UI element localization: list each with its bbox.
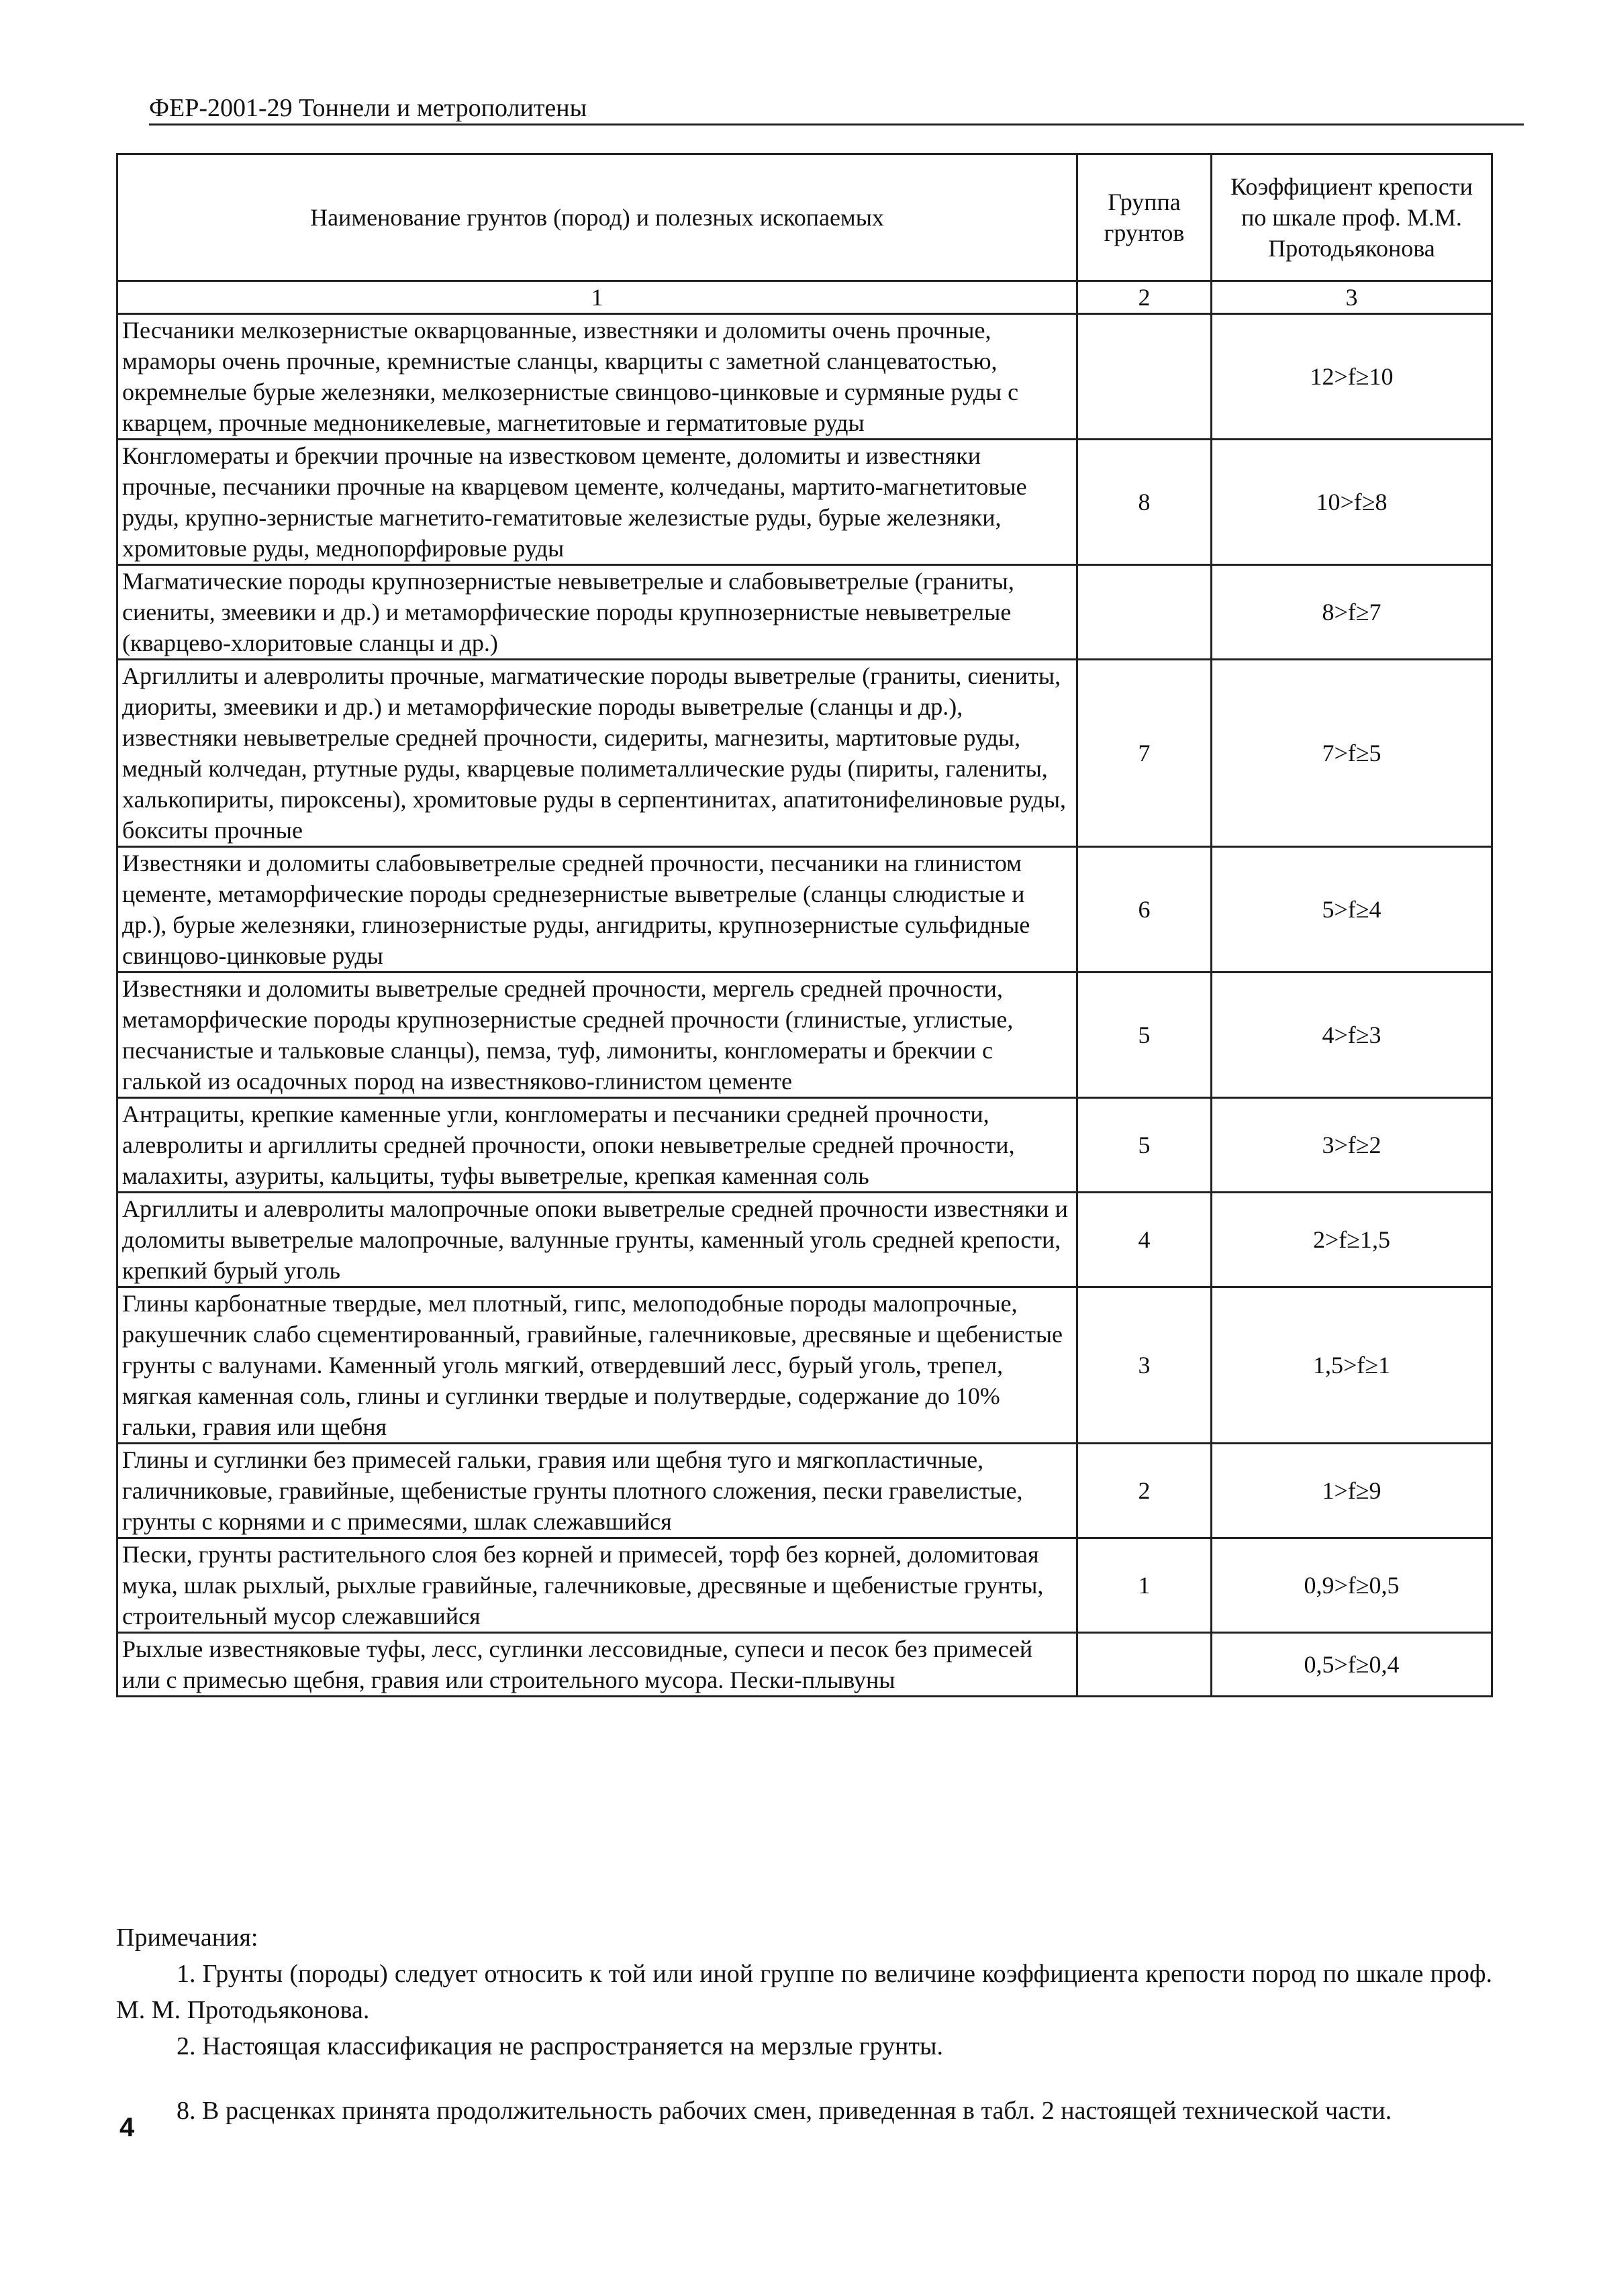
soil-classification-table	[116, 153, 1493, 1697]
coefficient-cell: 7>f≥5	[1212, 660, 1492, 847]
table-row	[117, 1287, 1492, 1444]
coefficient-cell: 12>f≥10	[1212, 314, 1492, 440]
coefficient-cell: 1,5>f≥1	[1212, 1287, 1492, 1444]
column-number: 2	[1077, 281, 1212, 314]
header-strength-coefficient: Коэффициент крепости по шкале проф. М.М. Протодьяконова	[1212, 154, 1492, 281]
column-number: 3	[1212, 281, 1492, 314]
table-row	[117, 1444, 1492, 1538]
table-row	[117, 660, 1492, 847]
table-row	[117, 1538, 1492, 1633]
soil-group-cell: 2	[1077, 1444, 1212, 1538]
table-row	[117, 565, 1492, 660]
coefficient-cell: 3>f≥2	[1212, 1098, 1492, 1193]
running-header	[149, 93, 1524, 126]
soil-name-cell: Антрациты, крепкие каменные угли, конгломераты и песчаники средней прочности, алевролиты и аргиллиты средней прочности, опоки невыветрелые средней прочности, малахиты, азуриты, кальциты, туфы выветрелые, крепкая каменная соль	[117, 1098, 1077, 1193]
soil-name-cell: Пески, грунты растительного слоя без корней и примесей, торф без корней, доломитовая мука, шлак рыхлый, рыхлые гравийные, галечниковые, дресвяные и щебенистые грунты, строительный мусор слежавшийся	[117, 1538, 1077, 1633]
coefficient-cell: 0,5>f≥0,4	[1212, 1633, 1492, 1697]
table-row	[117, 972, 1492, 1098]
coefficient-cell: 8>f≥7	[1212, 565, 1492, 660]
soil-name-cell: Песчаники мелкозернистые окварцованные, известняки и доломиты очень прочные, мраморы очень прочные, кремнистые сланцы, кварциты с заметной сланцеватостью, окремнелые бурые железняки, мелкозернистые свинцово-цинковые и сурмяные руды с кварцем, прочные медноникелевые, магнетитовые и герматитовые руды	[117, 314, 1077, 440]
soil-group-cell: 4	[1077, 1193, 1212, 1287]
soil-name-cell: Известняки и доломиты слабовыветрелые средней прочности, песчаники на глинистом цементе, метаморфические породы среднезернистые выветрелые (сланцы слюдистые и др.), бурые железняки, глинозернистые руды, ангидриты, крупнозернистые сульфидные свинцово-цинковые руды	[117, 847, 1077, 972]
soil-group-cell	[1077, 565, 1212, 660]
note-1: 1. Грунты (породы) следует относить к той или иной группе по величине коэффициента крепости пород по шкале проф. М. М. Протодьяконова.	[116, 1960, 1492, 2024]
soil-name-cell: Аргиллиты и алевролиты прочные, магматические породы выветрелые (граниты, сиениты, диориты, змеевики и др.) и метаморфические породы выветрелые (сланцы и др.), известняки невыветрелые средней прочности, сидериты, магнезиты, мартитовые руды, медный колчедан, ртутные руды, кварцевые полиметаллические руды (пириты, галениты, халькопириты, пироксены), хромитовые руды в серпентинитах, апатитонифелиновые руды, бокситы прочные	[117, 660, 1077, 847]
soil-group-cell: 3	[1077, 1287, 1212, 1444]
coefficient-cell: 2>f≥1,5	[1212, 1193, 1492, 1287]
page-number: 4	[119, 2113, 135, 2142]
notes-title: Примечания:	[116, 1924, 258, 1952]
column-number-row	[117, 281, 1492, 314]
table-row	[117, 847, 1492, 972]
soil-name-cell: Глины карбонатные твердые, мел плотный, гипс, мелоподобные породы малопрочные, ракушечник слабо сцементированный, гравийные, галечниковые, дресвяные и щебенистые грунты с валунами. Каменный уголь мягкий, отвердевший лесс, бурый уголь, трепел, мягкая каменная соль, глины и суглинки твердые и полутвердые, содержание до 10% гальки, гравия или щебня	[117, 1287, 1077, 1444]
table-row	[117, 1633, 1492, 1697]
document-title: ФЕР-2001-29 Тоннели и метрополитены	[149, 94, 587, 122]
soil-name-cell: Магматические породы крупнозернистые невыветрелые и слабовыветрелые (граниты, сиениты, змеевики и др.) и метаморфические породы крупнозернистые невыветрелые (кварцево-хлоритовые сланцы и др.)	[117, 565, 1077, 660]
notes-section	[116, 1919, 1492, 2129]
coefficient-cell: 10>f≥8	[1212, 440, 1492, 565]
note-2: 2. Настоящая классификация не распространяется на мерзлые грунты.	[177, 2032, 943, 2060]
soil-group-cell: 5	[1077, 1098, 1212, 1193]
soil-group-cell: 6	[1077, 847, 1212, 972]
coefficient-cell: 4>f≥3	[1212, 972, 1492, 1098]
table-row	[117, 314, 1492, 440]
coefficient-cell: 1>f≥9	[1212, 1444, 1492, 1538]
soil-group-cell: 8	[1077, 440, 1212, 565]
coefficient-cell: 0,9>f≥0,5	[1212, 1538, 1492, 1633]
soil-group-cell: 1	[1077, 1538, 1212, 1633]
soil-group-cell	[1077, 1633, 1212, 1697]
column-number: 1	[117, 281, 1077, 314]
item-8-paragraph: 8. В расценках принята продолжительность рабочих смен, приведенная в табл. 2 настоящей технической части.	[177, 2097, 1392, 2125]
soil-name-cell: Конгломераты и брекчии прочные на известковом цементе, доломиты и известняки прочные, песчаники прочные на кварцевом цементе, колчеданы, мартито-магнетитовые руды, крупно-зернистые магнетито-гематитовые железистые руды, бурые железняки, хромитовые руды, меднопорфировые руды	[117, 440, 1077, 565]
soil-name-cell: Аргиллиты и алевролиты малопрочные опоки выветрелые средней прочности известняки и доломиты выветрелые малопрочные, валунные грунты, каменный уголь средней крепости, крепкий бурый уголь	[117, 1193, 1077, 1287]
header-soil-name: Наименование грунтов (пород) и полезных ископаемых	[117, 154, 1077, 281]
soil-name-cell: Известняки и доломиты выветрелые средней прочности, мергель средней прочности, метаморфические породы крупнозернистые средней прочности (глинистые, углистые, песчанистые и тальковые сланцы), пемза, туф, лимониты, конгломераты и брекчии с галькой из осадочных пород на известняково-глинистом цементе	[117, 972, 1077, 1098]
soil-group-cell: 7	[1077, 660, 1212, 847]
soil-group-cell: 5	[1077, 972, 1212, 1098]
table-row	[117, 1193, 1492, 1287]
table-row	[117, 440, 1492, 565]
soil-name-cell: Глины и суглинки без примесей гальки, гравия или щебня туго и мягкопластичные, галичниковые, гравийные, щебенистые грунты плотного сложения, пески гравелистые, грунты с корнями и с примесями, шлак слежавшийся	[117, 1444, 1077, 1538]
table-header-row	[117, 154, 1492, 281]
soil-group-cell	[1077, 314, 1212, 440]
header-soil-group: Группа грунтов	[1077, 154, 1212, 281]
coefficient-cell: 5>f≥4	[1212, 847, 1492, 972]
table-row	[117, 1098, 1492, 1193]
soil-name-cell: Рыхлые известняковые туфы, лесс, суглинки лессовидные, супеси и песок без примесей или с примесью щебня, гравия или строительного мусора. Пески-плывуны	[117, 1633, 1077, 1697]
